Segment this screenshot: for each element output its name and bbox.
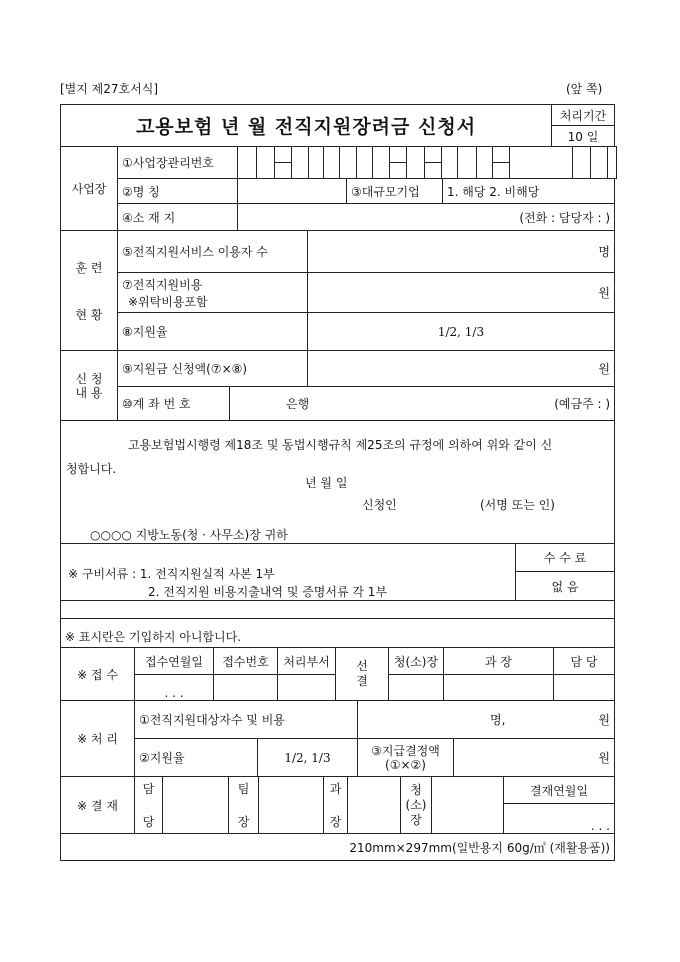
cost-label-text: ⑦전직지원비용 — [122, 277, 203, 292]
approve-team-2: 장 — [237, 815, 250, 829]
mgmt-no-box[interactable] — [441, 146, 458, 179]
approve-team-1: 팀 — [237, 782, 250, 796]
sign-label: (서명 또는 인) — [480, 498, 555, 512]
cost-field[interactable]: 원 — [307, 272, 615, 313]
large-company-options[interactable]: 1. 해당 2. 비해당 — [442, 178, 615, 204]
mgmt-no-dash — [274, 162, 291, 163]
mgmt-no-box[interactable] — [590, 146, 608, 179]
cost-note: ※위탁비용포함 — [128, 294, 208, 309]
mgmt-no-box[interactable] — [476, 146, 493, 179]
mgmt-no-box[interactable] — [237, 146, 257, 179]
receipt-date-label: 접수연월일 — [134, 647, 214, 675]
dept-label: 처리부서 — [277, 647, 336, 675]
bank-label: 은행 — [286, 397, 310, 411]
mgmt-no-dash — [492, 162, 509, 163]
process-rate-label: ②지원율 — [134, 738, 258, 777]
section-apply-1: 신 청 — [75, 371, 103, 386]
statement-line2: 청합니다. — [66, 462, 117, 476]
mgmt-no-box[interactable] — [607, 146, 617, 179]
process-rate-field[interactable]: 1/2, 1/3 — [257, 738, 358, 777]
name-field[interactable] — [237, 178, 347, 204]
receipt-no-label: 접수번호 — [213, 647, 278, 675]
mgmt-no-label: ①사업장관리번호 — [117, 146, 238, 179]
approve-chief-field[interactable] — [431, 776, 504, 834]
process-label: ※ 처 리 — [60, 700, 135, 777]
users-field[interactable]: 명 — [307, 230, 615, 273]
amount-field[interactable]: 원 — [307, 350, 615, 387]
receipt-no-field[interactable] — [213, 674, 278, 701]
approve-manager-field[interactable] — [347, 776, 401, 834]
amount-label: ⑨지원금 신청액(⑦×⑧) — [117, 350, 308, 387]
chief-label: 청(소)장 — [388, 647, 444, 675]
receipt-date-field[interactable]: . . . — [134, 674, 214, 701]
large-company-label: ③대규모기업 — [346, 178, 443, 204]
form-title: 고용보험 년 월 전직지원장려금 신청서 — [60, 104, 552, 147]
prior-approval-label: 선 결 — [335, 647, 389, 701]
mgmt-no-dash — [389, 162, 406, 163]
approve-staff-1: 담 — [142, 782, 155, 796]
mgmt-no-box[interactable] — [308, 146, 324, 179]
section-apply — [60, 350, 118, 421]
mgmt-no-box[interactable] — [339, 146, 357, 179]
manager-label: 과 장 — [443, 647, 554, 675]
section-training-2: 현 황 — [75, 307, 103, 322]
section-training — [60, 230, 118, 351]
approval-label: ※ 결 재 — [60, 776, 135, 834]
account-field[interactable] — [229, 386, 615, 421]
process-count-label: ①전직지원대상자수 및 비용 — [134, 700, 358, 739]
period-value: 10 일 — [551, 125, 615, 147]
chief-field[interactable] — [388, 674, 444, 701]
mgmt-no-dash — [424, 162, 441, 163]
staff-label: 담 당 — [553, 647, 615, 675]
fee-label: 수 수 료 — [515, 543, 615, 572]
account-label: ⑩계 좌 번 호 — [117, 386, 230, 421]
fee-value: 없 음 — [515, 571, 615, 601]
mgmt-no-gap[interactable] — [509, 146, 573, 179]
approve-manager-1: 과 — [329, 782, 342, 796]
approve-staff-label — [134, 776, 163, 834]
rate-field[interactable]: 1/2, 1/3 — [307, 312, 615, 351]
process-count-field[interactable] — [357, 700, 615, 739]
approve-staff-field[interactable] — [162, 776, 229, 834]
mgmt-no-box[interactable] — [323, 146, 340, 179]
holder-label: (예금주 : ) — [554, 397, 610, 411]
section-apply-2: 내 용 — [75, 385, 103, 400]
date-line: 년 월 일 — [305, 476, 348, 490]
name-label: ②명 칭 — [117, 178, 238, 204]
approve-manager-label — [323, 776, 348, 834]
receipt-label: ※ 접 수 — [60, 647, 135, 701]
count-unit: 명, — [490, 713, 506, 727]
approve-manager-2: 장 — [329, 815, 342, 829]
approve-date-field[interactable]: . . . — [503, 803, 615, 834]
addressee: ○○○○ 지방노동(청 · 사무소)장 귀하 — [90, 528, 288, 542]
dept-field[interactable] — [277, 674, 336, 701]
office-note: ※ 표시란은 기입하지 아니합니다. — [60, 618, 615, 648]
docs-line1: ※ 구비서류 : 1. 전직지원실적 사본 1부 — [68, 567, 275, 581]
spacer-row — [60, 600, 615, 619]
approve-chief-label: 청 (소) 장 — [400, 776, 432, 834]
users-label: ⑤전직지원서비스 이용자 수 — [117, 230, 308, 273]
mgmt-no-box[interactable] — [572, 146, 591, 179]
period-label: 처리기간 — [551, 104, 615, 126]
applicant-label: 신청인 — [362, 498, 397, 512]
approve-staff-2: 당 — [142, 815, 155, 829]
mgmt-no-box[interactable] — [406, 146, 425, 179]
decision-label — [357, 738, 454, 777]
paper-spec: 210mm×297mm(일반용지 60g/㎡ (재활용품)) — [60, 833, 615, 861]
staff-field[interactable] — [553, 674, 615, 701]
decision-label-2: (①×②) — [385, 757, 426, 772]
manager-field[interactable] — [443, 674, 554, 701]
mgmt-no-box[interactable] — [256, 146, 275, 179]
approve-team-field[interactable] — [258, 776, 324, 834]
address-label: ④소 재 지 — [117, 203, 238, 231]
docs-line2: 2. 전직지원 비용지출내역 및 증명서류 각 1부 — [148, 585, 388, 599]
front-side-label: (앞 쪽) — [566, 82, 603, 96]
mgmt-no-box[interactable] — [457, 146, 477, 179]
decision-field[interactable]: 원 — [453, 738, 615, 777]
statement-line1: 고용보험법시행령 제18조 및 동법시행규칙 제25조의 규정에 의하여 위와 같이 신 — [128, 438, 553, 452]
address-field[interactable]: (전화 : 담당자 : ) — [237, 203, 615, 231]
section-training-1: 훈 련 — [75, 260, 103, 275]
mgmt-no-box[interactable] — [356, 146, 373, 179]
cost-unit: 원 — [598, 713, 610, 727]
decision-label-1: ③지급결정액 — [371, 743, 440, 758]
approve-date-label: 결재연월일 — [503, 776, 615, 804]
cost-label — [117, 272, 308, 313]
rate-label: ⑧지원율 — [117, 312, 308, 351]
mgmt-no-box[interactable] — [291, 146, 309, 179]
approve-team-label — [228, 776, 259, 834]
section-workplace: 사업장 — [60, 146, 118, 231]
form-number: [별지 제27호서식] — [60, 82, 158, 96]
mgmt-no-box[interactable] — [372, 146, 390, 179]
